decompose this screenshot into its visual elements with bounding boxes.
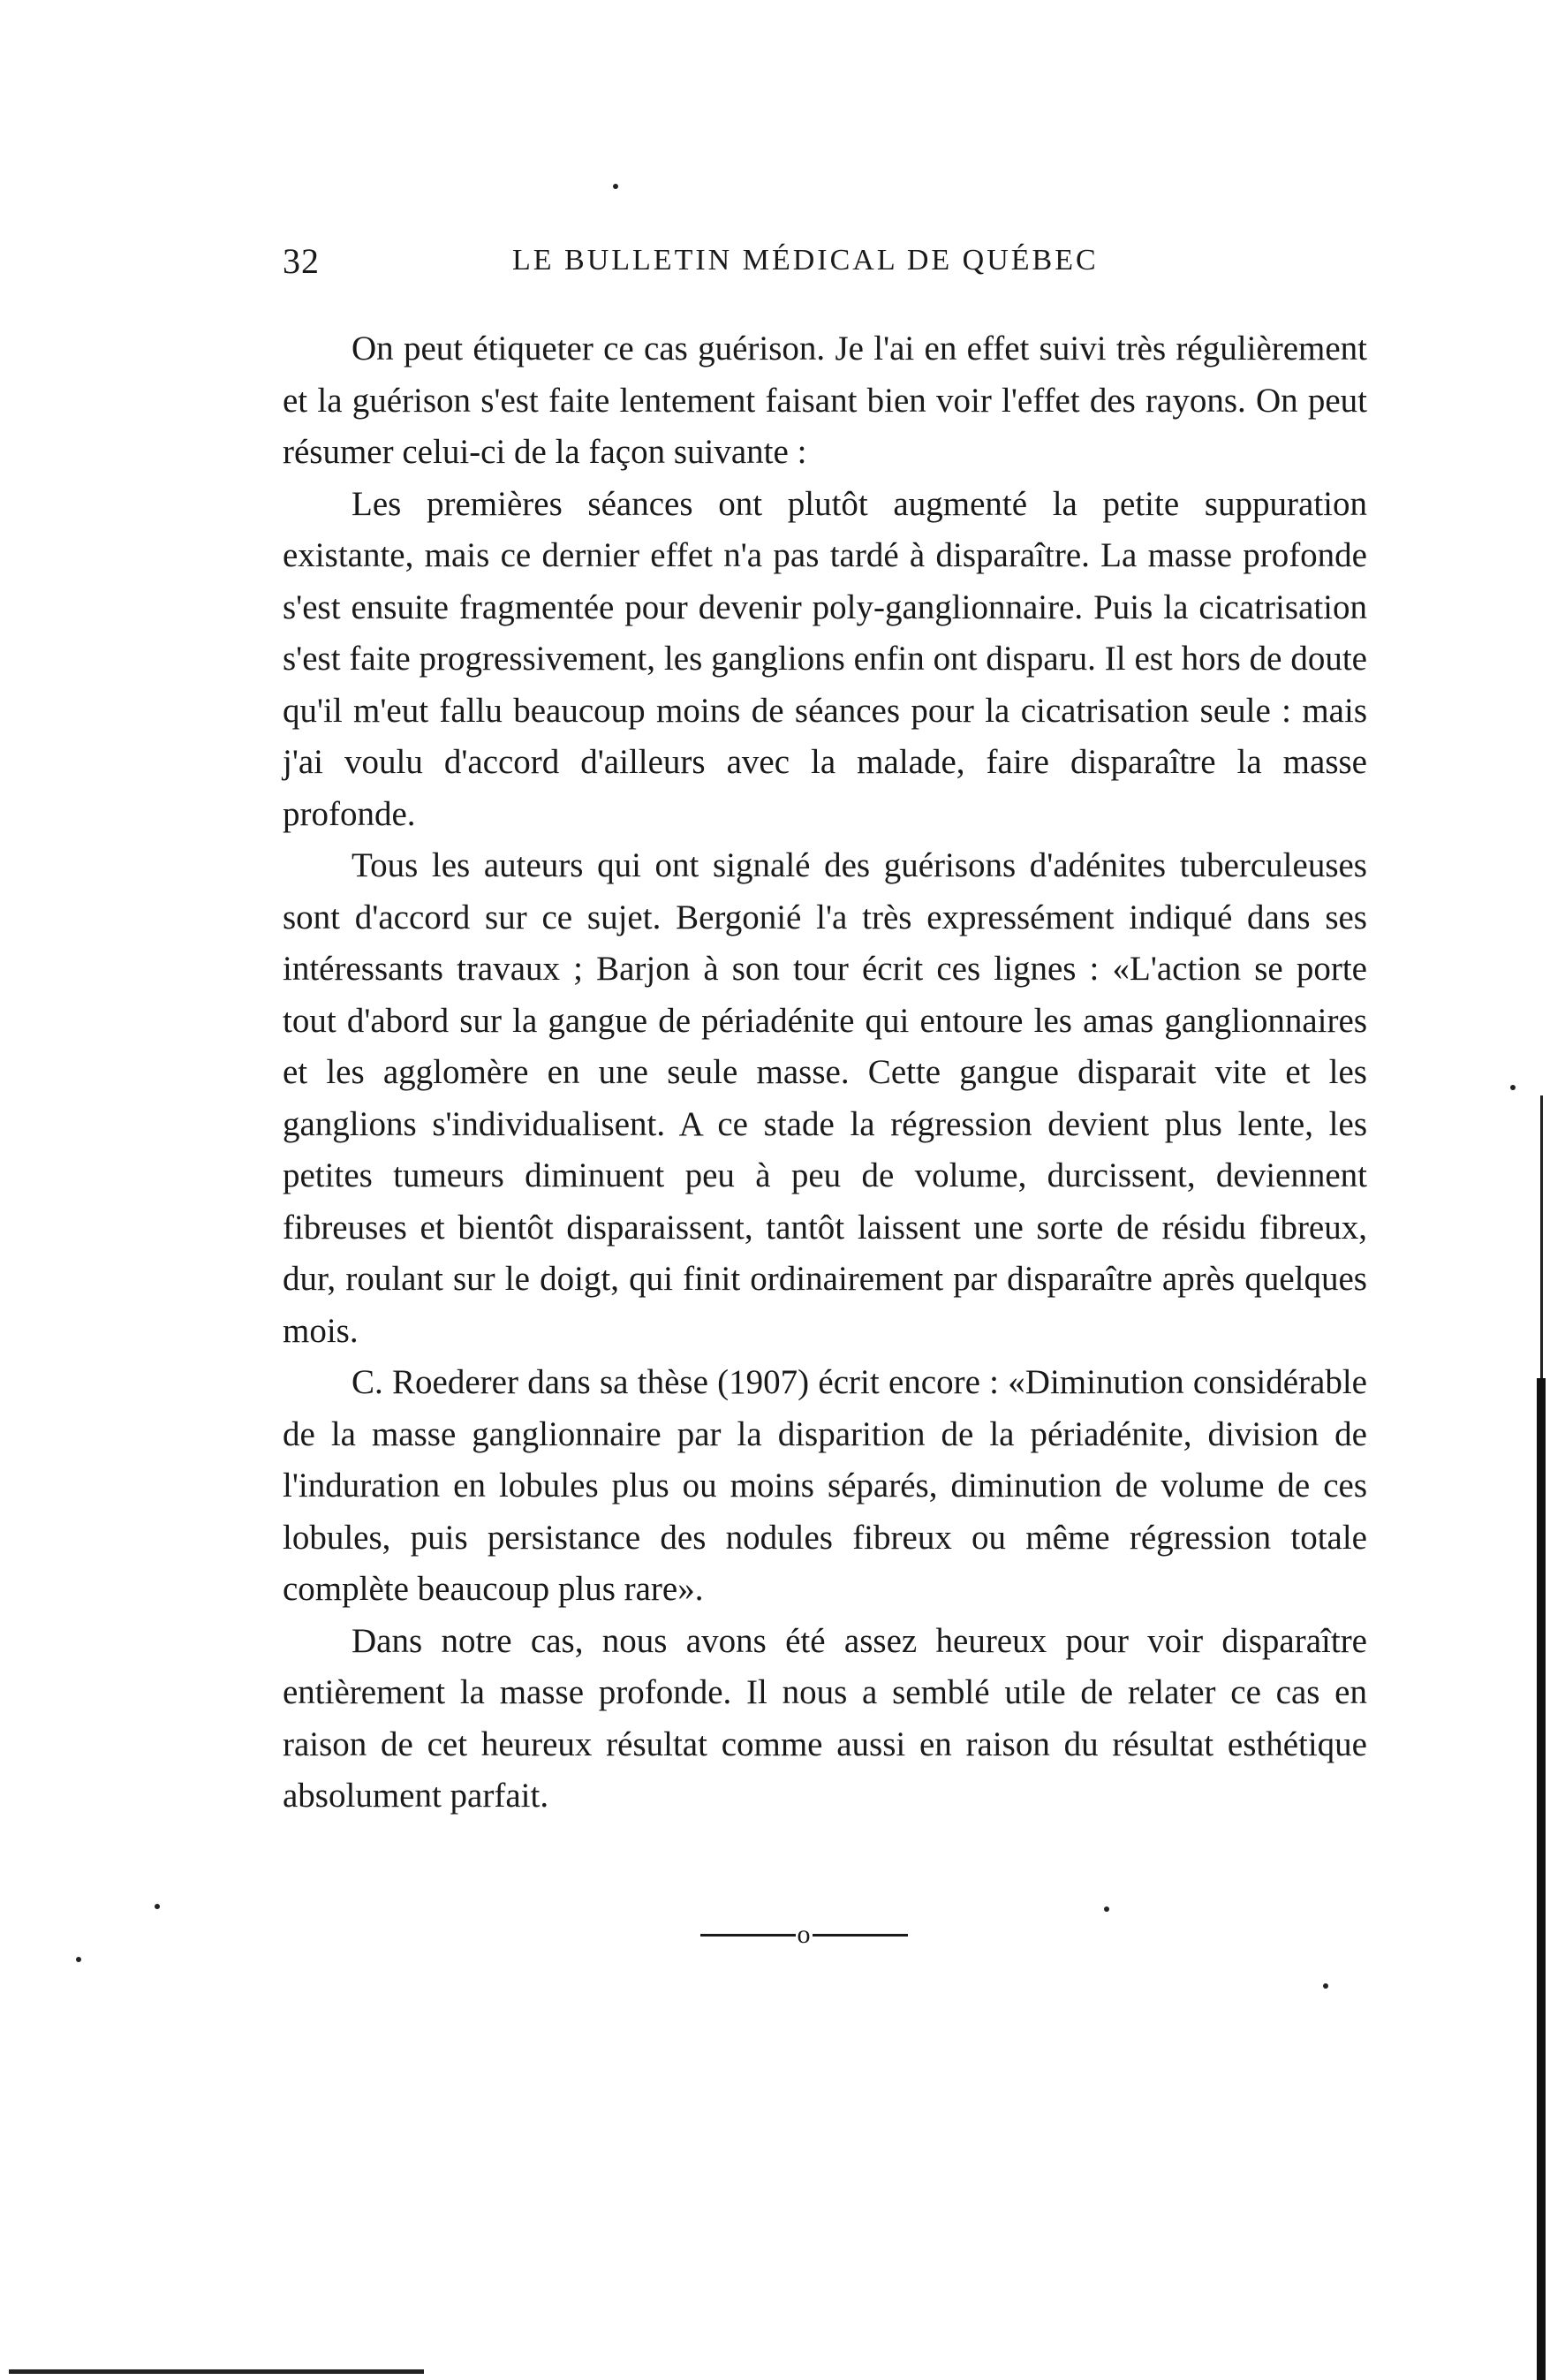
scan-speck [155, 1904, 160, 1909]
page-header [283, 240, 1360, 284]
article-body [283, 323, 1367, 1823]
paragraph-1: On peut étiqueter ce cas guérison. Je l'ai en effet suivi très régulièrement et la guérison s'est faite lentement faisant bien voir l'effet des rayons. On peut résumer celui-ci de la façon suivante : [283, 330, 1367, 471]
scan-speck [76, 1957, 81, 1962]
separator-mark: o [797, 1920, 811, 1949]
scan-speck [1510, 1085, 1516, 1090]
paragraph-3: Tous les auteurs qui ont signalé des guérisons d'adénites tuberculeuses sont d'accord sur ce sujet. Bergonié l'a très expressément indiqué dans ses intéressants travaux ; Barjon à son tour écrit ces lignes : «L'action se porte tout d'abord sur la gangue de périadénite qui entoure les amas ganglionnaires et les agglomère en une seule masse. Cette gangue disparait vite et les ganglions s'individualisent. A ce stade la régression devient plus lente, les petites tumeurs diminuent peu à peu de volume, durcissent, deviennent fibreuses et bientôt disparaissent, tantôt laissent une sorte de résidu fibreux, dur, roulant sur le doigt, qui finit ordinairement par disparaître après quelques mois. [283, 846, 1367, 1350]
separator-line-left [700, 1934, 796, 1937]
paragraph-5: Dans notre cas, nous avons été assez heureux pour voir disparaître entièrement la masse profonde. Il nous a semblé utile de relater ce cas en raison de cet heureux résultat comme aussi en raison du résultat esthétique absolument parfait. [283, 1621, 1367, 1815]
scan-edge-artifact [1537, 1378, 1546, 2380]
running-head: LE BULLETIN MÉDICAL DE QUÉBEC [512, 244, 1099, 277]
page-number: 32 [283, 241, 320, 281]
scan-bottom-artifact [9, 2369, 424, 2374]
scan-edge-artifact-top [1540, 1095, 1543, 1378]
paragraph-4: C. Roederer dans sa thèse (1907) écrit encore : «Diminution considérable de la masse ganglionnaire par la disparition de la périadénite, division de l'induration en lobules plus ou moins séparés, diminution de volume de ces lobules, puis persistance des nodules fibreux ou même régression totale complète beaucoup plus rare». [283, 1363, 1367, 1608]
paragraph-2: Les premières séances ont plutôt augmenté la petite suppuration existante, mais ce dernier effet n'a pas tardé à disparaître. La masse profonde s'est ensuite fragmentée pour devenir poly-ganglionnaire. Puis la cicatrisation s'est faite progressivement, les ganglions enfin ont disparu. Il est hors de doute qu'il m'eut fallu beaucoup moins de séances pour la cicatrisation seule : mais j'ai voulu d'accord d'ailleurs avec la malade, faire disparaître la masse profonde. [283, 484, 1367, 833]
scan-speck [1104, 1906, 1109, 1912]
separator-line-right [813, 1934, 908, 1937]
scan-speck [1323, 1983, 1328, 1989]
scan-speck [613, 184, 618, 189]
section-separator [689, 1921, 919, 1948]
